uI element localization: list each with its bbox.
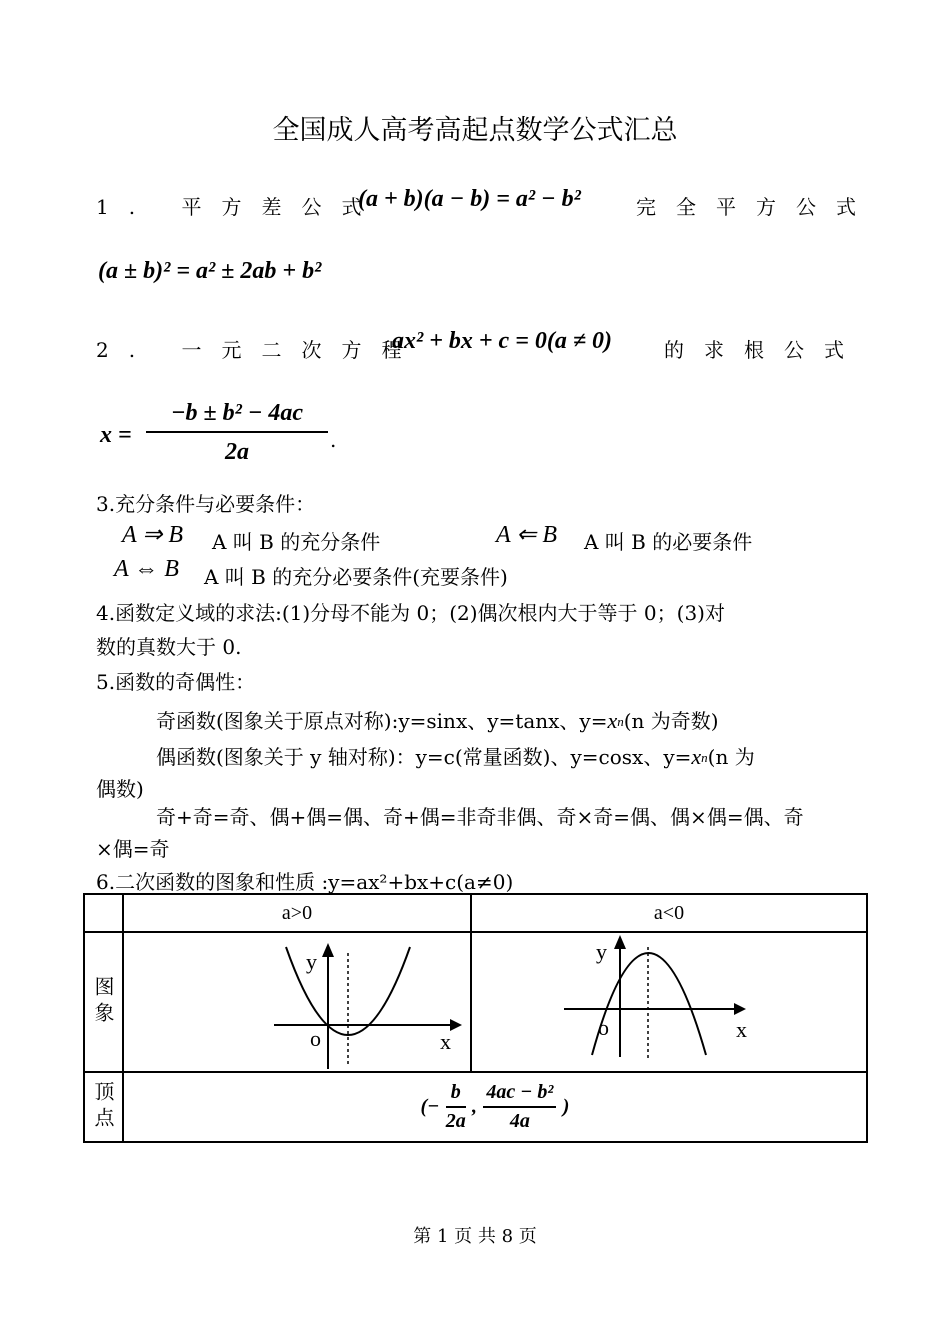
root-formula-period: . <box>330 428 337 452</box>
vertex-y-fraction <box>483 1081 556 1133</box>
x-axis-arrow-icon <box>734 1003 746 1015</box>
parabola-curve <box>592 953 706 1055</box>
quadratic-equation: ax² + bx + c = 0(a ≠ 0) <box>392 328 613 354</box>
root-formula-fraction <box>146 400 328 466</box>
even-function-pre: 偶函数(图象关于 y 轴对称)：y=c(常量函数)、y=cosx、y= <box>156 745 692 769</box>
upward-parabola-graph <box>124 933 470 1071</box>
vertex-y-numerator: 4ac − b² <box>483 1081 556 1108</box>
parity-rules-line2: ×偶=奇 <box>96 837 170 861</box>
section2-tail: 的求根公式 <box>664 338 864 362</box>
odd-n: n <box>617 714 624 729</box>
section4-line2: 数的真数大于 0. <box>96 635 242 659</box>
odd-function-post: (n 为奇数) <box>623 709 719 733</box>
col-a-negative: a<0 <box>471 894 867 932</box>
quadratic-properties-table <box>83 893 868 1143</box>
label-origin: o <box>598 1015 609 1040</box>
section1-lead: 1. 平方差公式 <box>96 195 382 219</box>
odd-xn <box>607 708 623 733</box>
even-xn <box>691 744 707 769</box>
section5-heading: 5.函数的奇偶性： <box>96 670 256 694</box>
col-a-positive: a>0 <box>123 894 471 932</box>
table-graph-row <box>84 932 867 1072</box>
label-y: y <box>306 949 317 974</box>
y-axis-arrow-icon <box>322 943 334 957</box>
even-x: x <box>691 744 702 769</box>
table-vertex-row <box>84 1072 867 1142</box>
graph-upward-cell <box>123 932 471 1072</box>
perfect-square-formula: (a ± b)² = a² ± 2ab + b² <box>98 258 322 284</box>
label-origin: o <box>310 1026 321 1051</box>
section6-heading: 6.二次函数的图象和性质 :y=ax²+bx+c(a≠0) <box>96 870 514 894</box>
row-label-graph: 图象 <box>84 932 123 1072</box>
label-x: x <box>440 1029 451 1054</box>
sufficient-symbol: A ⇒ B <box>122 522 183 548</box>
even-n: n <box>701 750 708 765</box>
y-axis-arrow-icon <box>614 935 626 949</box>
sqrt-sign-icon <box>196 402 226 430</box>
downward-parabola-graph <box>472 933 866 1071</box>
section4-line1: 4.函数定义域的求法:(1)分母不能为 0；(2)偶次根内大于等于 0；(3)对 <box>96 601 725 625</box>
vertex-x-fraction <box>446 1081 466 1133</box>
vertex-comma: , <box>472 1095 478 1118</box>
even-function-post: (n 为 <box>707 745 755 769</box>
table-header-row <box>84 894 867 932</box>
section1-mid: 完全平方公式 <box>636 195 876 219</box>
iff-symbol: A ⇔ B <box>114 556 179 582</box>
necessary-symbol: A ⇐ B <box>496 522 557 548</box>
section3-heading: 3.充分条件与必要条件： <box>96 492 316 516</box>
odd-function-pre: 奇函数(图象关于原点对称):y=sinx、y=tanx、y= <box>156 709 608 733</box>
parity-rules-line1: 奇+奇=奇、偶+偶=偶、奇+偶=非奇非偶、奇×奇=偶、偶×偶=偶、奇 <box>156 805 804 829</box>
row-label-vertex: 顶点 <box>84 1072 123 1142</box>
label-y: y <box>596 939 607 964</box>
page-footer: 第 1 页 共 8 页 <box>413 1226 537 1247</box>
odd-function-line <box>156 705 719 734</box>
graph-downward-cell <box>471 932 867 1072</box>
necessary-text: A 叫 B 的必要条件 <box>584 530 753 554</box>
vertex-formula-cell <box>123 1072 867 1142</box>
even-function-line <box>156 741 755 770</box>
vertex-open: (− <box>420 1095 440 1118</box>
table-corner-cell <box>84 894 123 932</box>
difference-of-squares-formula: (a + b)(a − b) = a² − b² <box>358 186 581 212</box>
section2-lead: 2. 一元二次方程 <box>96 338 422 362</box>
root-formula-numerator: −b ± b² − 4ac <box>146 400 328 433</box>
sufficient-text: A 叫 B 的充分条件 <box>212 530 381 554</box>
vertex-y-denominator: 4a <box>509 1110 530 1132</box>
root-formula-lhs: x = <box>100 422 132 448</box>
vertex-x-numerator: b <box>446 1081 466 1108</box>
x-axis-arrow-icon <box>450 1019 462 1031</box>
page-title: 全国成人高考高起点数学公式汇总 <box>272 115 678 146</box>
iff-text: A 叫 B 的充分必要条件(充要条件) <box>204 565 508 589</box>
even-function-line2: 偶数) <box>96 777 144 801</box>
root-formula-denominator: 2a <box>225 439 249 465</box>
vertex-x-denominator: 2a <box>445 1110 466 1132</box>
vertex-close: ) <box>562 1095 570 1118</box>
odd-x: x <box>607 708 618 733</box>
label-x: x <box>736 1017 747 1042</box>
